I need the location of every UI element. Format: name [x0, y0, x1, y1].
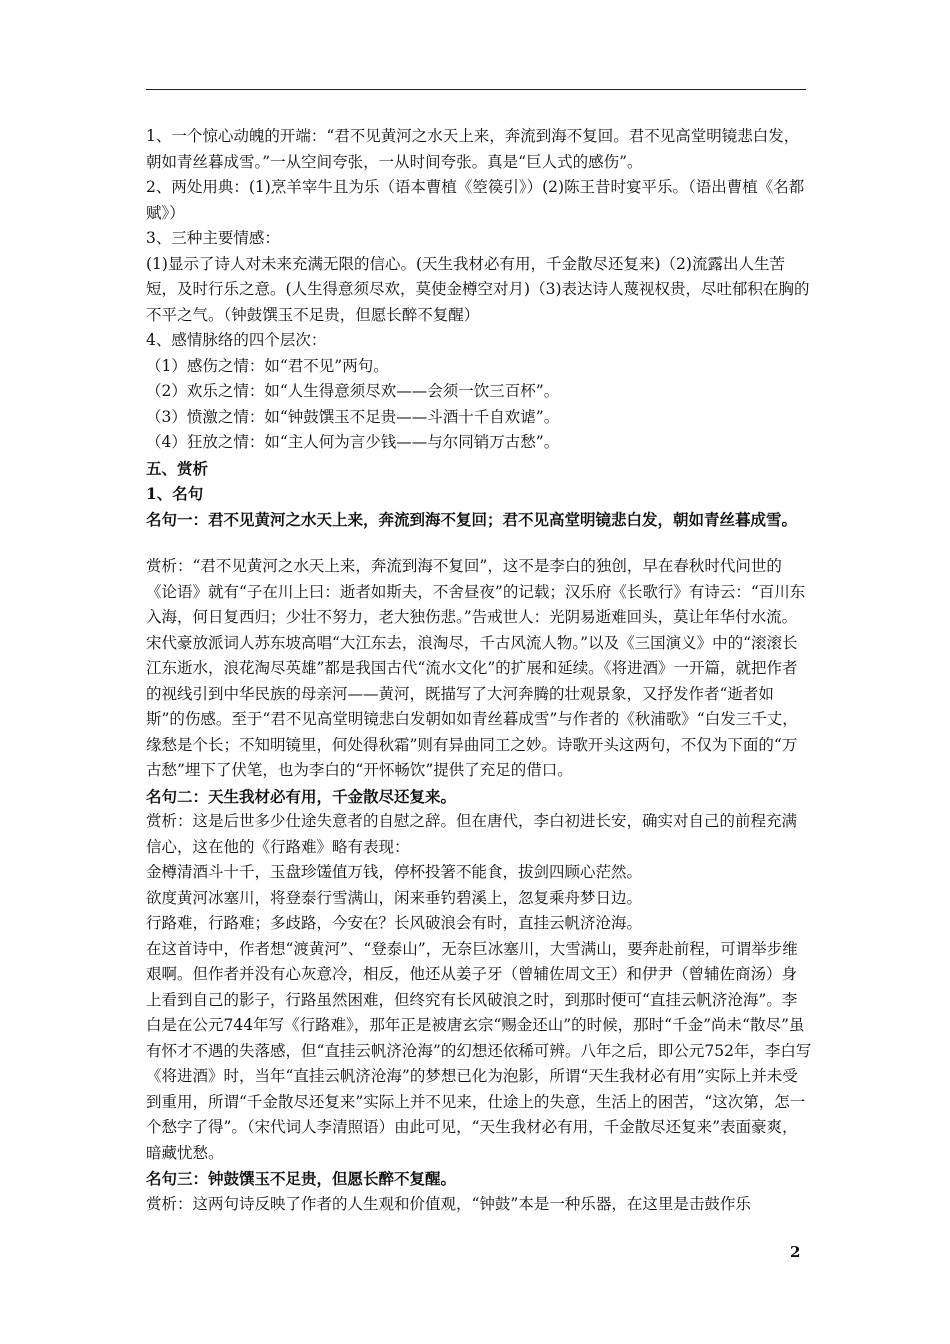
paragraph: （3）愤激之情：如“钟鼓馔玉不足贵——斗酒十千自欢谑”。 [146, 407, 560, 426]
blank-line [146, 532, 812, 554]
heading: 名句一：君不见黄河之水天上来，奔流到海不复回；君不见高堂明镜悲白发，朝如青丝暮成雪。 [146, 509, 798, 529]
paragraph: （2）欢乐之情：如“人生得意须尽欢——会须一饮三百杯”。 [146, 382, 560, 400]
heading: 名句三：钟鼓馔玉不足贵，但愿长醉不复醒。 [146, 1169, 457, 1188]
paragraph: 赏析：这是后世多少仕途失意者的自慰之辞。但在唐代，李白初进长安，确实对自己的前程充满信心，这在他的《行路难》略有表现： [146, 812, 798, 856]
paragraph: 1、一个惊心动魄的开端：“君不见黄河之水天上来，奔流到海不复回。君不见高堂明镜悲白发，朝如青丝暮成雪。”一从空间夸张，一从时间夸张。真是“巨人式的感伤”。 [146, 127, 800, 171]
paragraph: 赏析：这两句诗反映了作者的人生观和价值观，“钟鼓”本是一种乐器，在这里是击鼓作乐 [146, 1194, 751, 1213]
paragraph: 3、三种主要情感： [146, 229, 280, 247]
page-number: 2 [790, 1243, 801, 1261]
heading: 名句二：天生我材必有用，千金散尽还复来。 [146, 786, 457, 806]
paragraph: 金樽清酒斗十千，玉盘珍馐值万钱，停杯投箸不能食，拔剑四顾心茫然。 [146, 863, 643, 881]
paragraph: 赏析：“君不见黄河之水天上来，奔流到海不复回”，这不是李白的独创，早在春秋时代问世的《论语》就有“子在川上曰：逝者如斯夫，不舍昼夜”的记载；汉乐府《长歌行》有诗云：“百川东入海，何日复西归；少壮不努力，老大独伤悲。”告戒世人：光阴易逝难回头，莫让年华付水流。宋代豪放派词人苏东坡高唱“大江东去，浪淘尽，千古风流人物。”以及《三国演义》中的“滚滚长江东逝水，浪花淘尽英雄”都是我国古代“流水文化”的扩展和延续。《将进酒》一开篇，就把作者的视线引到中华民族的母亲河——黄河，既描写了大河奔腾的壮观景象，又抒发作者“逝者如斯”的伤感。至于“君不见高堂明镜悲白发朝如如青丝暮成雪”与作者的《秋浦歌》“白发三千丈，缘愁是个长；不知明镜里，何处得秋霜”则有异曲同工之妙。诗歌开头这两句，不仅为下面的“万古愁”埋下了伏笔，也为李白的“开怀畅饮”提供了充足的借口。 [146, 557, 806, 779]
header-rule [146, 89, 806, 90]
heading: 五、赏析 [146, 458, 209, 478]
heading: 1、名句 [146, 484, 204, 503]
paragraph: （4）狂放之情：如“主人何为言少钱——与尔同销万古愁”。 [146, 433, 560, 451]
paragraph: 欲度黄河冰塞川，将登泰行雪满山，闲来垂钓碧溪上，忽复乘舟梦日边。 [146, 888, 643, 907]
paragraph: 在这首诗中，作者想“渡黄河”、“登泰山”，无奈巨冰塞川，大雪满山，要奔赴前程，可谓举步维艰啊。但作者并没有心灰意冷，相反，他还从姜子牙（曾辅佐周文王）和伊尹（曾辅佐商汤）身上看到自己的影子，行路虽然困难，但终究有长风破浪之时，到那时便可“直挂云帆济沧海”。李白是在公元744年写《行路难》，那年正是被唐玄宗“赐金还山”的时候，那时“千金”尚未“散尽”虽有怀才不遇的失落感，但“直挂云帆济沧海”的幻想还依稀可辨。八年之后，即公元752年，李白写《将进酒》时，当年“直挂云帆济沧海”的梦想已化为泡影，所谓“天生我材必有用”实际上并未受到重用，所谓“千金散尽还复来”实际上并不见来，仕途上的失意，生活上的困苦，“这次第，怎一个愁字了得”。（宋代词人李清照语）由此可见，“天生我材必有用，千金散尽还复来”表面豪爽，暗藏忧愁。 [146, 939, 812, 1162]
paragraph: 4、感情脉络的四个层次： [146, 331, 327, 349]
paragraph: 行路难，行路难；多歧路，今安在？长风破浪会有时，直挂云帆济沧海。 [146, 914, 643, 932]
paragraph: (1)显示了诗人对未来充满无限的信心。(天生我材必有用，千金散尽还复来)（2)流露出人生苦短，及时行乐之意。(人生得意须尽欢，莫使金樽空对月)（3)表达诗人蔑视权贵，尽吐郁积在胸的不平之气。（钟鼓馔玉不足贵，但愿长醉不复醒） [146, 254, 810, 324]
document-body [146, 124, 812, 1217]
paragraph: （1）感伤之情：如“君不见”两句。 [146, 356, 389, 375]
paragraph: 2、两处用典：(1)烹羊宰牛且为乐（语本曹植《箜篌引》）(2)陈王昔时宴平乐。（语出曹植《名都赋》） [146, 178, 805, 222]
